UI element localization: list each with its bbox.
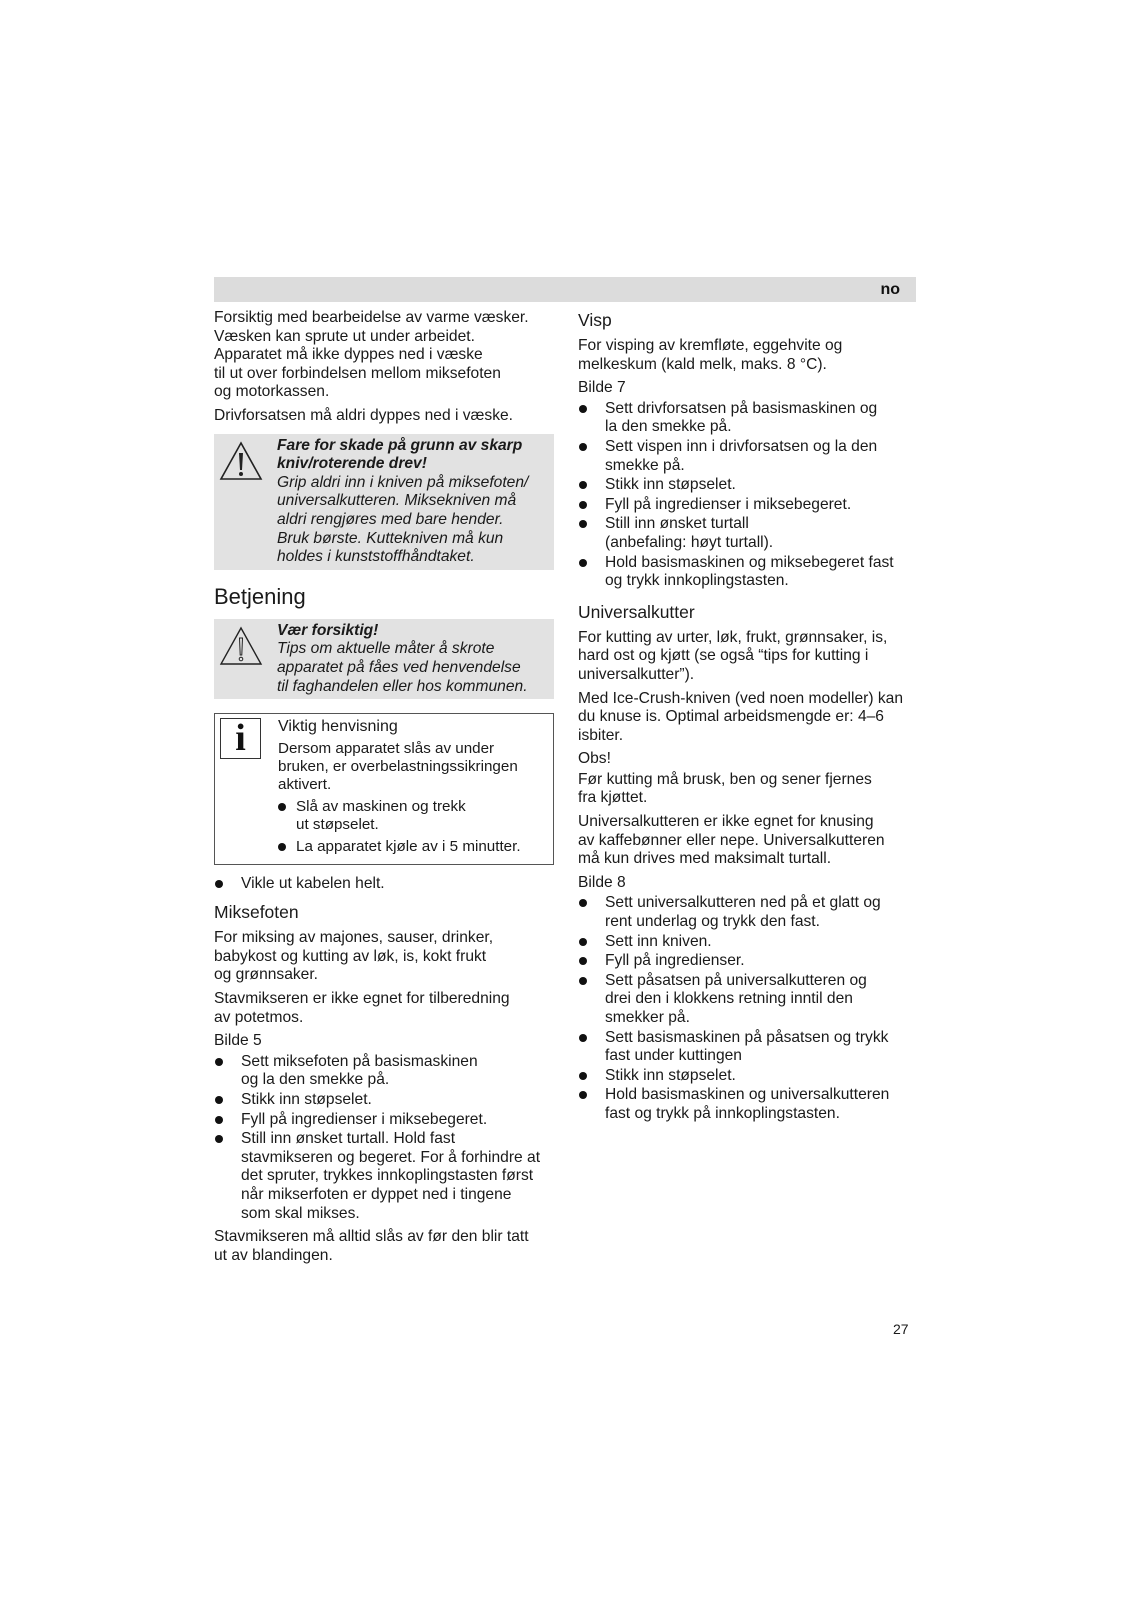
section-title-universalkutter: Universalkutter	[578, 601, 695, 622]
list-item: Still inn ønsket turtall (anbefaling: høyt turtall).	[578, 515, 920, 552]
paragraph: For miksing av majones, sauser, drinker, babykost og kutting av løk, is, kokt frukt og grønnsaker.	[214, 929, 494, 984]
warning-triangle-icon	[218, 440, 264, 482]
warning-box-sharp-knife	[214, 434, 554, 570]
section-title-miksefoten: Miksefoten	[214, 902, 299, 923]
section-title-visp: Visp	[578, 310, 612, 330]
right-column	[578, 309, 920, 1129]
info-box-important	[214, 713, 554, 865]
list-item: Vikle ut kabelen helt.	[214, 875, 554, 894]
header-bar	[214, 277, 916, 302]
paragraph: Stavmikseren må alltid slås av før den blir tatt ut av blandingen.	[214, 1228, 529, 1264]
list-item: Fyll på ingredienser i miksebegeret.	[214, 1111, 554, 1130]
list-item: Sett drivforsatsen på basismaskinen og la den smekke på.	[578, 400, 920, 437]
page-number: 27	[893, 1321, 909, 1337]
paragraph: Før kutting må brusk, ben og sener fjernes fra kjøttet.	[578, 770, 872, 807]
intro-paragraph: Forsiktig med bearbeidelse av varme væsker. Væsken kan sprute ut under arbeidet. Apparatet må ikke dyppes ned i væske til ut over forbindelsen mellom miksefoten og motorkassen.	[214, 309, 529, 401]
language-code: no	[880, 281, 900, 298]
figure-reference: Bilde 8	[578, 873, 626, 891]
list-item: Sett miksefoten på basismaskinen og la den smekke på.	[214, 1053, 554, 1090]
paragraph: Stavmikseren er ikke egnet for tilberedning av potetmos.	[214, 990, 510, 1026]
list-item: Still inn ønsket turtall. Hold fast stavmikseren og begeret. For å forhindre at det spruter, trykkes innkoplingstasten først når mikserfoten er dyppet ned i tingene som skal mikses.	[214, 1130, 554, 1223]
list-item: Sett basismaskinen på påsatsen og trykk fast under kuttingen	[578, 1029, 920, 1066]
list-item: Stikk inn støpselet.	[214, 1091, 554, 1110]
caution-box-disposal	[214, 619, 554, 699]
warning-body: Grip aldri inn i kniven på miksefoten/ universalkutteren. Miksekniven må aldri rengjøres med bare hender. Bruk børste. Kuttekniven må kun holdes i kunststoffhåndtaket.	[277, 473, 529, 566]
universalkutter-steps	[578, 894, 920, 1123]
figure-reference: Bilde 5	[214, 1032, 262, 1050]
figure-reference: Bilde 7	[578, 379, 626, 397]
paragraph: For visping av kremfløte, eggehvite og melkeskum (kald melk, maks. 8 °C).	[578, 337, 843, 373]
caution-title: Vær forsiktig!	[277, 621, 379, 639]
list-item: Slå av maskinen og trekk ut støpselet.	[278, 798, 545, 834]
left-column	[214, 309, 554, 1270]
caution-body: Tips om aktuelle måter å skrote apparatet på fåes ved henvendelse til faghandelen eller hos kommunen.	[277, 640, 528, 695]
info-body: Dersom apparatet slås av under bruken, er overbelastningssikringen aktivert.	[278, 739, 518, 793]
visp-steps	[578, 400, 920, 591]
info-icon: i	[220, 718, 261, 759]
list-item: Stikk inn støpselet.	[578, 476, 920, 495]
list-item: Hold basismaskinen og miksebegeret fast og trykk innkoplingstasten.	[578, 554, 920, 591]
list-item: Sett universalkutteren ned på et glatt og rent underlag og trykk den fast.	[578, 894, 920, 931]
list-item: Sett inn kniven.	[578, 933, 920, 952]
list-item: La apparatet kjøle av i 5 minutter.	[278, 838, 545, 856]
warning-title: Fare for skade på grunn av skarp kniv/roterende drev!	[277, 436, 523, 473]
list-item: Hold basismaskinen og universalkutteren fast og trykk på innkoplingstasten.	[578, 1086, 920, 1123]
caution-triangle-icon	[218, 625, 264, 667]
paragraph: Universalkutteren er ikke egnet for knusing av kaffebønner eller nepe. Universalkutteren må kun drives med maksimalt turtall.	[578, 813, 885, 868]
list-item: Sett påsatsen på universalkutteren og drei den i klokkens retning inntil den smekker på.	[578, 972, 920, 1028]
paragraph: Med Ice-Crush-kniven (ved noen modeller) kan du knuse is. Optimal arbeidsmengde er: 4–6 isbiter.	[578, 689, 904, 744]
info-title: Viktig henvisning	[278, 718, 398, 736]
obs-heading: Obs!	[578, 750, 611, 768]
paragraph: For kutting av urter, løk, frukt, grønnsaker, is, hard ost og kjøtt (se også “tips for kutting i universalkutter”).	[578, 628, 888, 683]
intro-paragraph: Drivforsatsen må aldri dyppes ned i væske.	[214, 406, 514, 424]
section-title-betjening: Betjening	[214, 583, 306, 609]
info-list	[278, 798, 545, 856]
list-item: Fyll på ingredienser i miksebegeret.	[578, 496, 920, 515]
list-item: Sett vispen inn i drivforsatsen og la den smekke på.	[578, 438, 920, 475]
list-item: Stikk inn støpselet.	[578, 1067, 920, 1086]
list-item: Fyll på ingredienser.	[578, 952, 920, 971]
cable-list	[214, 875, 554, 894]
miksefoten-steps	[214, 1053, 554, 1223]
